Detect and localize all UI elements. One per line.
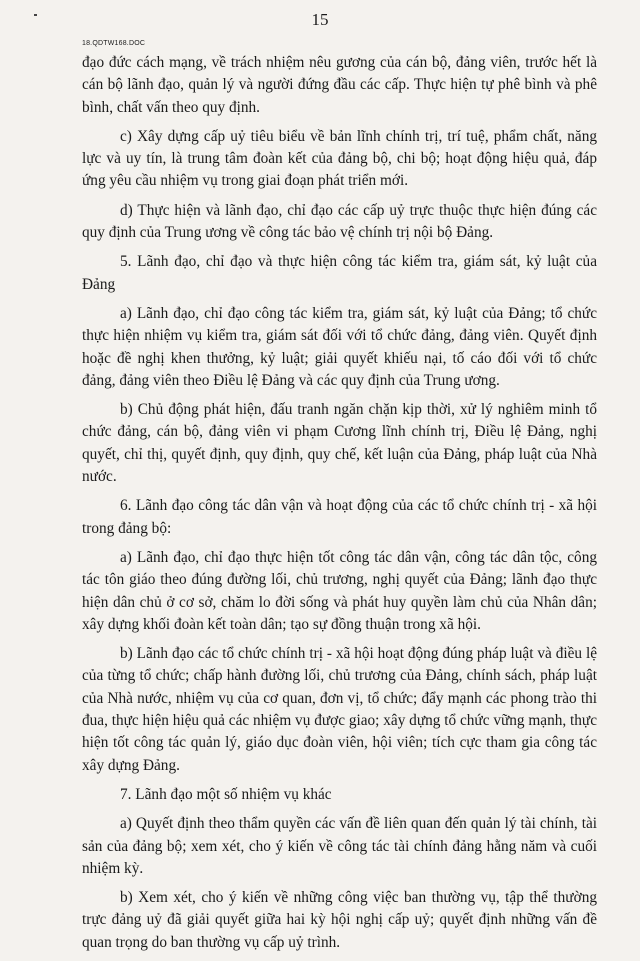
paragraph: a) Quyết định theo thẩm quyền các vấn đề liên quan đến quản lý tài chính, tài sản của đảng bộ; xem xét, cho ý kiến về công tác tài chính đảng hằng năm và cuối nhiệm kỳ.: [82, 815, 597, 877]
paragraph: 6. Lãnh đạo công tác dân vận và hoạt động của các tổ chức chính trị - xã hội trong đảng bộ:: [82, 497, 597, 537]
paragraph: a) Lãnh đạo, chỉ đạo công tác kiểm tra, giám sát, kỷ luật của Đảng; tổ chức thực hiện nhiệm vụ kiểm tra, giám sát đối với tổ chức đảng, đảng viên. Quyết định hoặc đề nghị khen thưởng, kỷ luật; giải quyết khiếu nại, tố cáo đối với tổ chức đảng, đảng viên theo Điều lệ Đảng và các quy định của Trung ương.: [82, 304, 597, 389]
paragraph: đạo đức cách mạng, về trách nhiệm nêu gương của cán bộ, đảng viên, trước hết là cán bộ lãnh đạo, quản lý và người đứng đầu các cấp. Thực hiện tự phê bình và phê bình, chất vấn theo quy định.: [82, 54, 597, 116]
paragraph: b) Xem xét, cho ý kiến về những công việc ban thường vụ, tập thể thường trực đảng uỷ đã giải quyết giữa hai kỳ hội nghị cấp uỷ; quyết định những vấn đề quan trọng do ban thường vụ cấp uỷ trình.: [82, 889, 597, 951]
page-number: 15: [311, 10, 329, 29]
paragraph: b) Chủ động phát hiện, đấu tranh ngăn chặn kịp thời, xử lý nghiêm minh tổ chức đảng, cán bộ, đảng viên vi phạm Cương lĩnh chính trị, Điều lệ Đảng, nghị quyết, chỉ thị, quyết định, quy định, quy chế, kết luận của Đảng, pháp luật của Nhà nước.: [82, 401, 597, 486]
document-body: [82, 52, 597, 961]
document-id: 18.QDTW168.DOC: [82, 40, 146, 47]
paragraph: a) Lãnh đạo, chỉ đạo thực hiện tốt công tác dân vận, công tác dân tộc, công tác tôn giáo theo đúng đường lối, chủ trương, nghị quyết của Đảng; lãnh đạo thực hiện dân chủ ở cơ sở, chăm lo đời sống và phát huy quyền làm chủ của Nhân dân; xây dựng khối đoàn kết toàn dân; tạo sự đồng thuận trong xã hội.: [82, 548, 597, 633]
paragraph: d) Thực hiện và lãnh đạo, chỉ đạo các cấp uỷ trực thuộc thực hiện đúng các quy định của Trung ương về công tác bảo vệ chính trị nội bộ Đảng.: [82, 201, 597, 242]
paragraph: 5. Lãnh đạo, chỉ đạo và thực hiện công tác kiểm tra, giám sát, kỷ luật của Đảng: [82, 253, 597, 293]
paragraph: c) Xây dựng cấp uỷ tiêu biểu về bản lĩnh chính trị, trí tuệ, phẩm chất, năng lực và uy tín, là trung tâm đoàn kết của đảng bộ, chi bộ; hoạt động hiệu quả, đáp ứng yêu cầu nhiệm vụ trong giai đoạn phát triển mới.: [82, 127, 597, 190]
paragraph: b) Lãnh đạo các tổ chức chính trị - xã hội hoạt động đúng pháp luật và điều lệ của từng tổ chức; chấp hành đường lối, chủ trương của Đảng, chính sách, pháp luật của Nhà nước, nhiệm vụ của cơ quan, đơn vị, tổ chức; đẩy mạnh các phong trào thi đua, thực hiện hiệu quả các nhiệm vụ được giao; xây dựng tổ chức vững mạnh, thực hiện tốt công tác quản lý, giáo dục đoàn viên, hội viên; tích cực tham gia công tác xây dựng Đảng.: [82, 645, 597, 774]
paragraph: 7. Lãnh đạo một số nhiệm vụ khác: [120, 785, 332, 803]
